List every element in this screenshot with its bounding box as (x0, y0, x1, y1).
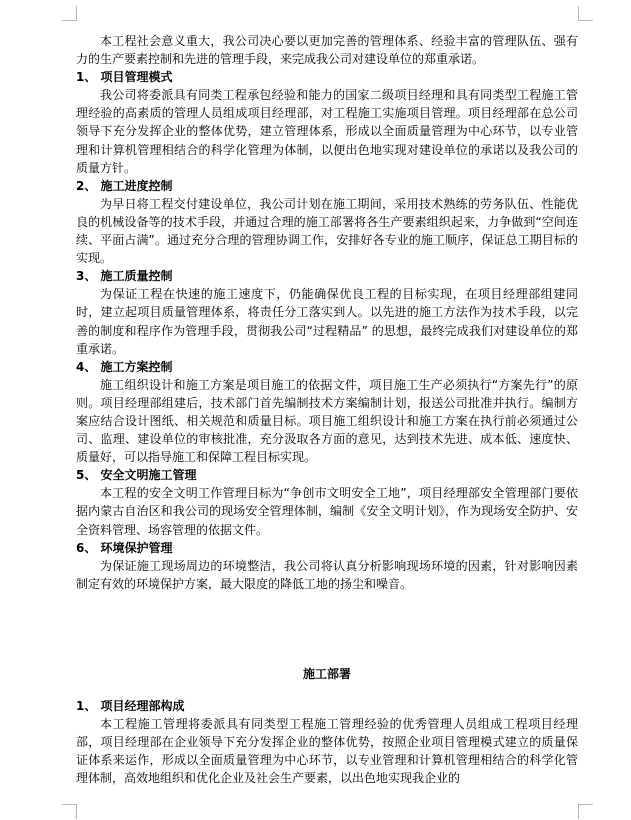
section-body-project-department: 本工程施工管理将委派具有同类型工程施工管理经验的优秀管理人员组成工程项目经理部，项目经理部在企业领导下充分发挥企业的整体优势，按照企业项目管理模式建立的质量保证体系来运作，形成以全面质量管理为中心环节，以专业管理和计算机管理相结合的科学化管理体制，高效地组织和优化企业及社会生产要素，以出色地实现我企业的 (76, 717, 578, 786)
crop-mark-top-right (578, 6, 593, 21)
section-heading-project-management: 1、 项目管理模式 (76, 70, 173, 85)
section-spacer (76, 593, 578, 665)
deployment-title: 施工部署 (302, 666, 351, 681)
document-body (76, 32, 578, 787)
crop-mark-bottom-right (578, 804, 593, 819)
section-heading-environment: 6、 环境保护管理 (76, 540, 173, 555)
crop-mark-top-left (62, 6, 77, 21)
section-heading-project-department: 1、 项目经理部构成 (76, 699, 185, 713)
title-spacer (76, 683, 578, 697)
crop-mark-bottom-left (62, 804, 77, 819)
section-heading-quality-control: 3、 施工质量控制 (76, 269, 173, 284)
intro-paragraph: 本工程社会意义重大，我公司决心要以更加完善的管理体系、经验丰富的管理队伍、强有力的生产要素控制和先进的管理手段，来完成我公司对建设单位的郑重承诺。 (76, 34, 578, 67)
section-heading-plan-control: 4、 施工方案控制 (76, 359, 173, 374)
section-heading-safety-management: 5、 安全文明施工管理 (76, 468, 197, 483)
section-body-project-management: 我公司将委派具有同类工程承包经验和能力的国家二级项目经理和具有同类型工程施工管理经验的高素质的管理人员组成项目经理部，对工程施工实施项目管理。项目经理部在总公司领导下充分发挥企业的整体优势，建立管理体系，形成以全面质量管理为中心环节，以专业管理和计算机管理相结合的科学化管理为体制，以便出色地实现对建设单位的承诺以及我公司的质量方针。 (76, 88, 578, 175)
section-body-schedule-control: 为早日将工程交付建设单位，我公司计划在施工期间，采用技术熟练的劳务队伍、性能优良的机械设备等的技术手段，并通过合理的施工部署将各生产要素组织起来，力争做到“空间连续、平面占满”。通过充分合理的管理协调工作，安排好各专业的施工顺序，保证总工期目标的实现。 (76, 196, 578, 266)
section-body-plan-control: 施工组织设计和施工方案是项目施工的依据文件，项目施工生产必须执行“方案先行”的原则。项目经理部组建后，技术部门首先编制技术方案编制计划，报送公司批准并执行。编制方案应结合设计图纸、相关规范和质量目标。项目施工组织设计和施工方案在执行前必须通过公司、监理、建设单位的审核批准，充分汲取各方面的意见，达到技术先进、成本低、速度快、质量好，可以指导施工和保障工程目标实现。 (76, 377, 578, 465)
section-body-environment: 为保证施工现场周边的环境整洁，我公司将认真分析影响现场环境的因素，针对影响因素制定有效的环境保护方案，最大限度的降低工地的扬尘和噪音。 (76, 558, 578, 591)
section-body-safety-management: 本工程的安全文明工作管理目标为“争创市文明安全工地”，项目经理部安全管理部门要依据内蒙古自治区和我公司的现场安全管理体制，编制《安全文明计划》，作为现场安全防护、安全资料管理、场容管理的依据文件。 (76, 486, 578, 537)
section-heading-schedule-control: 2、 施工进度控制 (76, 178, 173, 193)
section-body-quality-control: 为保证工程在快速的施工速度下，仍能确保优良工程的目标实现，在项目经理部组建同时，建立起项目质量管理体系，将责任分工落实到人。以先进的施工方法作为技术手段，以完善的制度和程序作为管理手段，贯彻我公司“过程精品” 的思想，最终完成我们对建设单位的郑重承诺。 (76, 287, 578, 356)
